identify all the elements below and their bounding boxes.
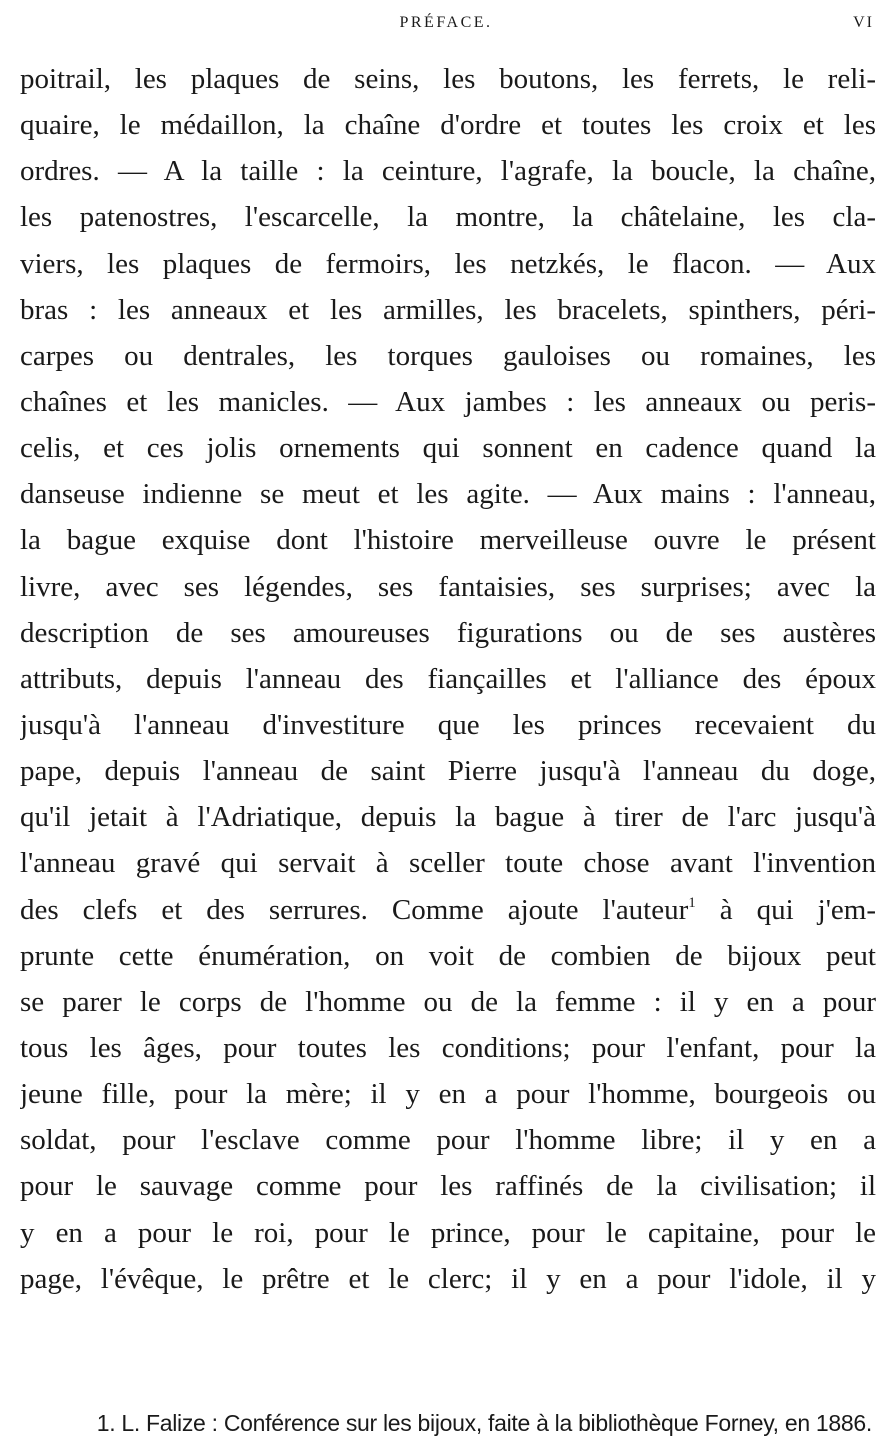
text-line: description de ses amoureuses figurations ou de ses austères — [20, 616, 876, 649]
text-line: attributs, depuis l'anneau des fiançailles et l'alliance des époux — [20, 662, 876, 695]
text-line: page, l'évêque, le prêtre et le clerc; il y en a pour l'idole, il y — [20, 1262, 876, 1295]
footnote — [0, 1410, 872, 1437]
text-line: quaire, le médaillon, la chaîne d'ordre et toutes les croix et les — [20, 109, 876, 142]
text-line: se parer le corps de l'homme ou de la femme : il y en a pour — [20, 985, 876, 1018]
text-line-with-footnote-ref — [20, 887, 876, 933]
text-line: jeune fille, pour la mère; il y en a pour l'homme, bourgeois ou — [20, 1078, 876, 1111]
text-line: tous les âges, pour toutes les conditions; pour l'enfant, pour la — [20, 1031, 876, 1064]
text-line: prunte cette énumération, on voit de combien de bijoux peut — [20, 939, 876, 972]
text-line: la bague exquise dont l'histoire merveilleuse ouvre le présent — [20, 524, 876, 557]
text-line: poitrail, les plaques de seins, les boutons, les ferrets, le reli- — [20, 63, 876, 95]
text-line: danseuse indienne se meut et les agite. — Aux mains : l'anneau, — [20, 478, 876, 511]
body-text — [20, 56, 876, 1302]
text-line: chaînes et les manicles. — Aux jambes : les anneaux ou peris- — [20, 385, 876, 418]
text-line: pape, depuis l'anneau de saint Pierre jusqu'à l'anneau du doge, — [20, 755, 876, 788]
text-line: y en a pour le roi, pour le prince, pour le capitaine, pour le — [20, 1216, 876, 1249]
footnote-text: L. Falize : Conférence sur les bijoux, faite à la bibliothèque Forney, en 1886. — [121, 1410, 872, 1436]
text-line: livre, avec ses légendes, ses fantaisies, ses surprises; avec la — [20, 570, 876, 603]
text-line: jusqu'à l'anneau d'investiture que les princes recevaient du — [20, 708, 876, 741]
footnote-reference: 1 — [688, 894, 696, 911]
text-line: soldat, pour l'esclave comme pour l'homme libre; il y en a — [20, 1124, 876, 1157]
text-line: l'anneau gravé qui servait à sceller toute chose avant l'invention — [20, 847, 876, 880]
text-line-end: à qui j'em- — [695, 893, 876, 926]
text-line: carpes ou dentrales, les torques gauloises ou romaines, les — [20, 339, 876, 372]
running-head — [0, 14, 892, 38]
page-number: VI — [853, 14, 874, 31]
text-line: qu'il jetait à l'Adriatique, depuis la bague à tirer de l'arc jusqu'à — [20, 801, 876, 834]
text-line-start: des clefs et des serrures. Comme ajoute l'auteur — [20, 893, 689, 926]
text-line: viers, les plaques de fermoirs, les netzkés, le flacon. — Aux — [20, 247, 876, 280]
text-line: les patenostres, l'escarcelle, la montre, la châtelaine, les cla- — [20, 201, 876, 234]
footnote-number: 1. — [96, 1410, 116, 1436]
text-line: celis, et ces jolis ornements qui sonnent en cadence quand la — [20, 432, 876, 465]
text-line: ordres. — A la taille : la ceinture, l'agrafe, la boucle, la chaîne, — [20, 155, 876, 188]
text-line: pour le sauvage comme pour les raffinés de la civilisation; il — [20, 1170, 876, 1203]
text-line: bras : les anneaux et les armilles, les bracelets, spinthers, péri- — [20, 293, 876, 326]
running-title: PRÉFACE. — [399, 14, 493, 31]
